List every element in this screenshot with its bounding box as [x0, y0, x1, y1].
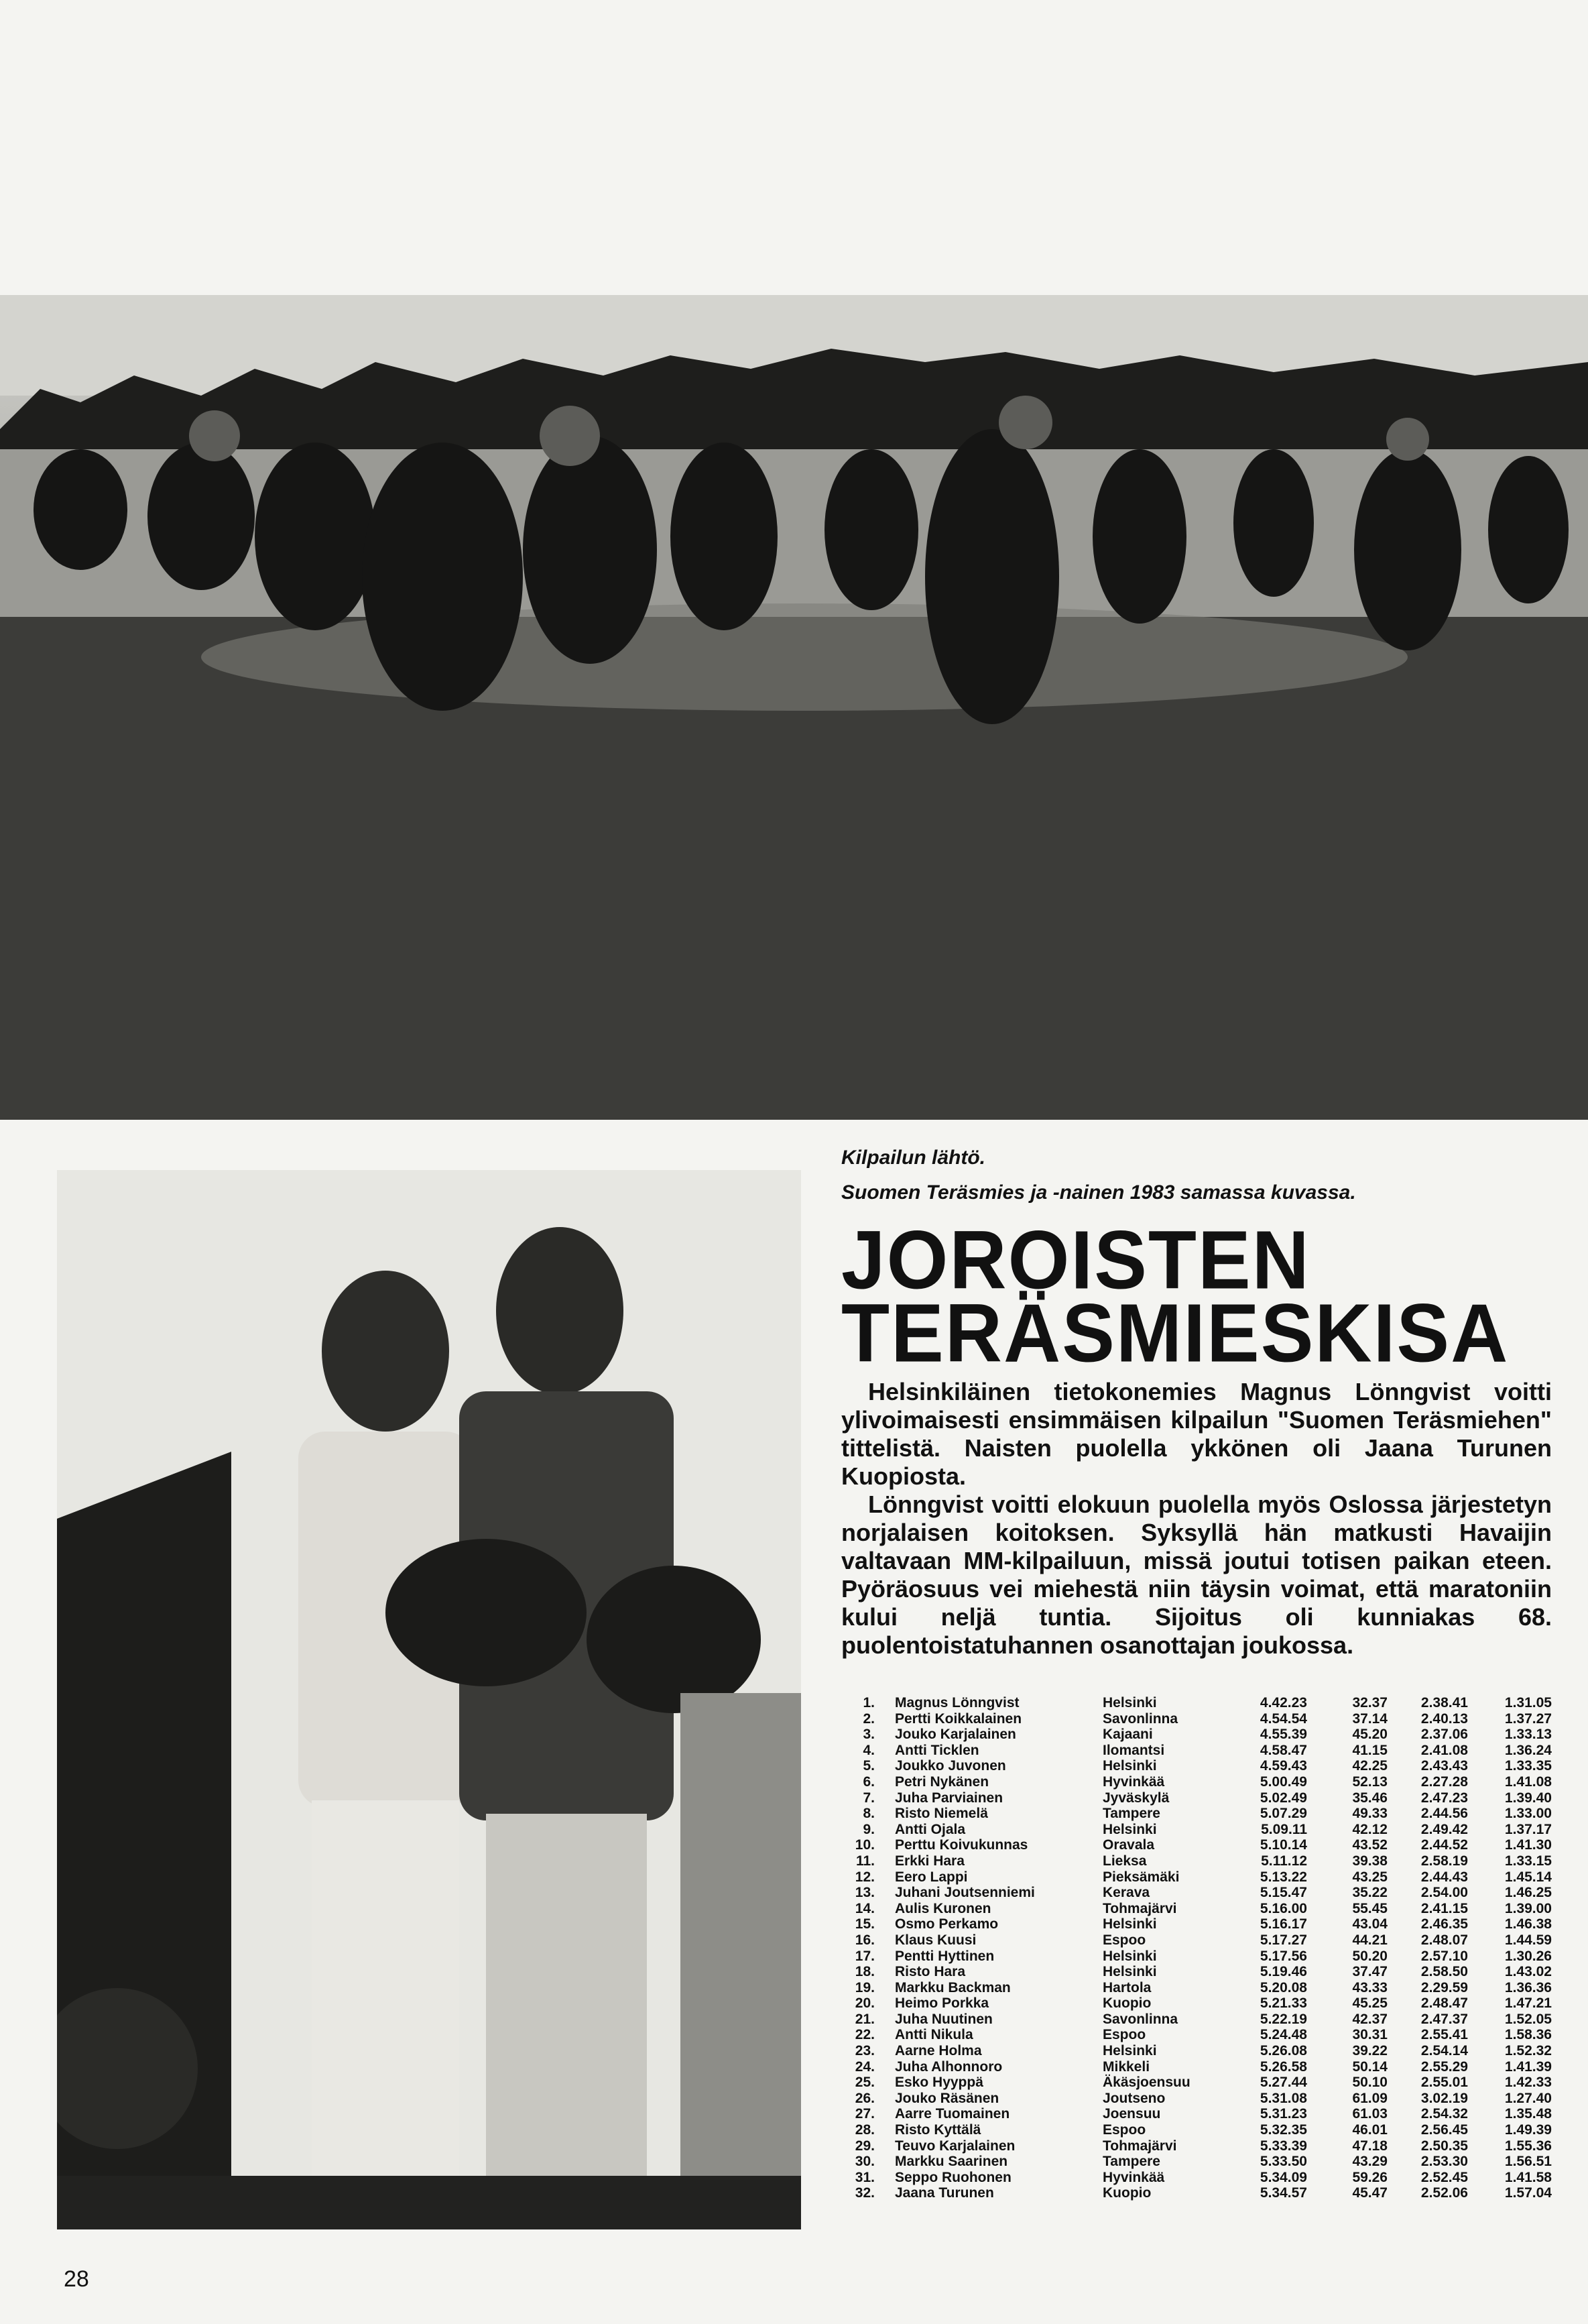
result-town: Tampere [1103, 2154, 1160, 2170]
result-t4: 1.42.33 [1504, 2075, 1552, 2091]
result-t1: 5.10.14 [1260, 1837, 1307, 1853]
result-rank: 11. [855, 1853, 875, 1869]
result-t4: 1.41.30 [1504, 1837, 1552, 1853]
result-rank: 21. [855, 2011, 875, 2027]
result-t2: 41.15 [1352, 1742, 1388, 1758]
result-t3: 2.29.59 [1420, 1979, 1468, 1995]
result-row [841, 1743, 1559, 1759]
result-t3: 2.54.00 [1420, 1885, 1468, 1901]
result-t4: 1.55.36 [1504, 2138, 1552, 2154]
result-rank: 16. [855, 1932, 875, 1948]
result-t2: 43.52 [1352, 1837, 1388, 1853]
result-town: Helsinki [1103, 1821, 1157, 1837]
result-row [841, 1885, 1559, 1901]
result-name: Markku Saarinen [895, 2154, 1008, 2170]
result-rank: 4. [863, 1742, 875, 1758]
result-town: Pieksämäki [1103, 1869, 1180, 1885]
result-t1: 5.32.35 [1260, 2122, 1307, 2138]
result-t4: 1.44.59 [1504, 1932, 1552, 1948]
result-town: Tampere [1103, 1806, 1160, 1822]
result-t1: 5.22.19 [1260, 2011, 1307, 2027]
result-rank: 8. [863, 1806, 875, 1822]
result-name: Risto Niemelä [895, 1806, 988, 1822]
result-t1: 5.26.58 [1260, 2058, 1307, 2075]
result-row [841, 1949, 1559, 1965]
result-t3: 2.52.45 [1420, 2169, 1468, 2185]
result-rank: 14. [855, 1900, 875, 1916]
result-name: Aulis Kuronen [895, 1900, 991, 1916]
result-t1: 5.17.56 [1260, 1948, 1307, 1964]
result-t3: 2.50.35 [1420, 2138, 1468, 2154]
result-row [841, 1758, 1559, 1774]
result-t1: 5.16.17 [1260, 1916, 1307, 1932]
result-t3: 2.38.41 [1420, 1695, 1468, 1710]
result-row [841, 1695, 1559, 1711]
result-name: Juha Alhonnoro [895, 2058, 1003, 2075]
result-t1: 5.16.00 [1260, 1900, 1307, 1916]
result-t4: 1.37.17 [1504, 1821, 1552, 1837]
result-t2: 45.47 [1352, 2185, 1388, 2201]
result-rank: 1. [863, 1695, 875, 1710]
result-t1: 5.24.48 [1260, 2027, 1307, 2043]
result-town: Oravala [1103, 1837, 1155, 1853]
result-town: Joutseno [1103, 2090, 1166, 2106]
result-t4: 1.52.32 [1504, 2043, 1552, 2059]
headline-line-1: JOROISTEN [841, 1214, 1310, 1307]
result-town: Joensuu [1103, 2106, 1161, 2122]
result-rank: 30. [855, 2154, 875, 2170]
result-row [841, 2154, 1559, 2170]
result-rank: 10. [855, 1837, 875, 1853]
result-t1: 5.07.29 [1260, 1806, 1307, 1822]
result-row [841, 2138, 1559, 2154]
result-rank: 22. [855, 2027, 875, 2043]
result-t3: 2.55.01 [1420, 2075, 1468, 2091]
result-t4: 1.36.24 [1504, 1742, 1552, 1758]
result-row [841, 2043, 1559, 2059]
result-t4: 1.39.40 [1504, 1790, 1552, 1806]
race-start-photo [0, 295, 1588, 1120]
photo-caption-winners: Suomen Teräsmies ja -nainen 1983 samassa kuvassa. [841, 1181, 1356, 1204]
result-name: Joukko Juvonen [895, 1758, 1006, 1774]
result-t2: 42.12 [1352, 1821, 1388, 1837]
result-t2: 39.38 [1352, 1853, 1388, 1869]
result-t3: 2.57.10 [1420, 1948, 1468, 1964]
result-town: Tohmajärvi [1103, 2138, 1177, 2154]
result-name: Eero Lappi [895, 1869, 968, 1885]
result-row [841, 1901, 1559, 1917]
article-body [841, 1378, 1552, 1660]
photo-caption-start: Kilpailun lähtö. [841, 1147, 985, 1169]
result-name: Aarre Tuomainen [895, 2106, 1010, 2122]
result-name: Markku Backman [895, 1979, 1011, 1995]
result-t4: 1.37.27 [1504, 1710, 1552, 1727]
result-t1: 4.59.43 [1260, 1758, 1307, 1774]
result-row [841, 1727, 1559, 1743]
result-t3: 2.54.14 [1420, 2043, 1468, 2059]
result-t1: 5.00.49 [1260, 1774, 1307, 1790]
result-name: Juha Parviainen [895, 1790, 1003, 1806]
result-t2: 37.47 [1352, 1964, 1388, 1980]
result-rank: 2. [863, 1710, 875, 1727]
result-t4: 1.43.02 [1504, 1964, 1552, 1980]
result-rank: 6. [863, 1774, 875, 1790]
result-rank: 15. [855, 1916, 875, 1932]
article-paragraph-2: Lönngvist voitti elokuun puolella myös Oslossa järjestetyn norjalaisen koitoksen. Syksyllä hän matkusti Havaijin valtavaan MM-kilpailuun, missä joutui totisen paikan eteen. Pyöräosuus vei miehestä niin täysin voimat, että maratoniin kului neljä tuntia. Sijoitus oli kunniakas 68. puolentoistatuhannen osanottajan joukossa. [841, 1491, 1552, 1659]
result-t2: 35.22 [1352, 1885, 1388, 1901]
result-t3: 2.41.15 [1420, 1900, 1468, 1916]
result-town: Kajaani [1103, 1727, 1153, 1743]
result-t1: 5.34.09 [1260, 2169, 1307, 2185]
result-town: Espoo [1103, 2027, 1146, 2043]
result-rank: 7. [863, 1790, 875, 1806]
result-row [841, 2170, 1559, 2186]
result-t1: 5.15.47 [1260, 1885, 1307, 1901]
result-row [841, 1995, 1559, 2012]
result-t4: 1.41.58 [1504, 2169, 1552, 2185]
result-row [841, 1806, 1559, 1822]
result-rank: 5. [863, 1758, 875, 1774]
result-town: Lieksa [1103, 1853, 1147, 1869]
result-t3: 2.44.52 [1420, 1837, 1468, 1853]
result-row [841, 1869, 1559, 1885]
result-t2: 43.25 [1352, 1869, 1388, 1885]
result-row [841, 2185, 1559, 2201]
result-t2: 37.14 [1352, 1710, 1388, 1727]
result-row [841, 2075, 1559, 2091]
result-t4: 1.27.40 [1504, 2090, 1552, 2106]
result-t1: 5.27.44 [1260, 2075, 1307, 2091]
result-t1: 5.31.08 [1260, 2090, 1307, 2106]
result-rank: 3. [863, 1727, 875, 1743]
result-t4: 1.57.04 [1504, 2185, 1552, 2201]
result-row [841, 1980, 1559, 1996]
result-name: Pentti Hyttinen [895, 1948, 995, 1964]
result-t1: 5.31.23 [1260, 2106, 1307, 2122]
result-rank: 23. [855, 2043, 875, 2059]
result-rank: 29. [855, 2138, 875, 2154]
results-table [841, 1695, 1559, 2201]
result-t4: 1.41.08 [1504, 1774, 1552, 1790]
result-t4: 1.46.38 [1504, 1916, 1552, 1932]
result-row [841, 1774, 1559, 1790]
result-t1: 5.33.39 [1260, 2138, 1307, 2154]
result-rank: 26. [855, 2090, 875, 2106]
result-rank: 18. [855, 1964, 875, 1980]
result-town: Hyvinkää [1103, 2169, 1165, 2185]
result-name: Jouko Räsänen [895, 2090, 999, 2106]
result-name: Risto Hara [895, 1964, 966, 1980]
result-name: Magnus Lönngvist [895, 1695, 1020, 1710]
result-rank: 28. [855, 2122, 875, 2138]
result-rank: 12. [855, 1869, 875, 1885]
result-t1: 5.33.50 [1260, 2154, 1307, 2170]
result-t1: 5.17.27 [1260, 1932, 1307, 1948]
result-t4: 1.33.00 [1504, 1806, 1552, 1822]
result-name: Juhani Joutsenniemi [895, 1885, 1035, 1901]
result-t4: 1.41.39 [1504, 2058, 1552, 2075]
result-town: Kerava [1103, 1885, 1150, 1901]
result-t2: 49.33 [1352, 1806, 1388, 1822]
result-t2: 50.14 [1352, 2058, 1388, 2075]
result-t4: 1.33.13 [1504, 1727, 1552, 1743]
result-t3: 2.55.41 [1420, 2027, 1468, 2043]
result-name: Antti Ojala [895, 1821, 966, 1837]
result-t3: 2.41.08 [1420, 1742, 1468, 1758]
result-t1: 4.55.39 [1260, 1727, 1307, 1743]
result-t3: 2.54.32 [1420, 2106, 1468, 2122]
result-town: Helsinki [1103, 2043, 1157, 2059]
result-t1: 5.26.08 [1260, 2043, 1307, 2059]
result-t1: 5.21.33 [1260, 1995, 1307, 2012]
result-town: Äkäsjoensuu [1103, 2075, 1190, 2091]
result-t3: 2.47.23 [1420, 1790, 1468, 1806]
result-town: Hartola [1103, 1979, 1152, 1995]
result-name: Antti Ticklen [895, 1742, 979, 1758]
result-town: Helsinki [1103, 1916, 1157, 1932]
result-row [841, 2059, 1559, 2075]
result-town: Mikkeli [1103, 2058, 1150, 2075]
result-rank: 19. [855, 1979, 875, 1995]
result-t4: 1.35.48 [1504, 2106, 1552, 2122]
result-town: Savonlinna [1103, 1710, 1178, 1727]
result-t4: 1.58.36 [1504, 2027, 1552, 2043]
result-t4: 1.39.00 [1504, 1900, 1552, 1916]
result-t3: 2.44.56 [1420, 1806, 1468, 1822]
headline-line-2: TERÄSMIESKISA [841, 1287, 1510, 1380]
result-row [841, 2027, 1559, 2043]
result-t2: 42.25 [1352, 1758, 1388, 1774]
result-t2: 50.10 [1352, 2075, 1388, 2091]
result-name: Antti Nikula [895, 2027, 973, 2043]
result-t2: 61.09 [1352, 2090, 1388, 2106]
result-t3: 2.46.35 [1420, 1916, 1468, 1932]
result-t2: 43.04 [1352, 1916, 1388, 1932]
result-t3: 2.58.50 [1420, 1964, 1468, 1980]
result-t1: 5.13.22 [1260, 1869, 1307, 1885]
result-row [841, 2091, 1559, 2107]
result-town: Ilomantsi [1103, 1742, 1165, 1758]
result-t2: 39.22 [1352, 2043, 1388, 2059]
result-name: Erkki Hara [895, 1853, 965, 1869]
headline [841, 1214, 1552, 1380]
result-name: Jaana Turunen [895, 2185, 994, 2201]
result-t2: 55.45 [1352, 1900, 1388, 1916]
result-rank: 32. [855, 2185, 875, 2201]
result-rank: 24. [855, 2058, 875, 2075]
result-t1: 5.11.12 [1261, 1853, 1307, 1869]
result-t1: 5.19.46 [1260, 1964, 1307, 1980]
result-t4: 1.49.39 [1504, 2122, 1552, 2138]
result-town: Espoo [1103, 2122, 1146, 2138]
result-t2: 44.21 [1352, 1932, 1388, 1948]
result-name: Teuvo Karjalainen [895, 2138, 1016, 2154]
result-t3: 2.40.13 [1420, 1710, 1468, 1727]
result-t1: 5.20.08 [1260, 1979, 1307, 1995]
result-town: Helsinki [1103, 1695, 1157, 1710]
result-row [841, 1916, 1559, 1932]
result-t3: 2.58.19 [1420, 1853, 1468, 1869]
result-t3: 2.48.47 [1420, 1995, 1468, 2012]
result-rank: 27. [855, 2106, 875, 2122]
result-name: Seppo Ruohonen [895, 2169, 1012, 2185]
result-town: Helsinki [1103, 1758, 1157, 1774]
result-t1: 4.54.54 [1260, 1710, 1307, 1727]
result-t1: 5.02.49 [1260, 1790, 1307, 1806]
result-t4: 1.30.26 [1504, 1948, 1552, 1964]
result-rank: 20. [855, 1995, 875, 2012]
result-t4: 1.33.15 [1504, 1853, 1552, 1869]
result-rank: 31. [855, 2169, 875, 2185]
result-t4: 1.47.21 [1504, 1995, 1552, 2012]
result-t3: 2.49.42 [1420, 1821, 1468, 1837]
result-t1: 5.09.11 [1261, 1821, 1307, 1837]
result-name: Osmo Perkamo [895, 1916, 999, 1932]
result-t2: 59.26 [1352, 2169, 1388, 2185]
result-name: Pertti Koikkalainen [895, 1710, 1022, 1727]
result-rank: 13. [855, 1885, 875, 1901]
article-paragraph-1: Helsinkiläinen tietokonemies Magnus Lönngvist voitti ylivoimaisesti ensimmäisen kilpailun "Suomen Teräsmiehen" tittelistä. Naisten puolella ykkönen oli Jaana Turunen Kuopiosta. [841, 1378, 1552, 1490]
result-row [841, 1837, 1559, 1853]
result-t2: 43.29 [1352, 2154, 1388, 2170]
result-t3: 2.27.28 [1420, 1774, 1468, 1790]
winners-photo [57, 1170, 801, 2229]
result-name: Esko Hyyppä [895, 2075, 983, 2091]
result-t3: 2.44.43 [1420, 1869, 1468, 1885]
result-rank: 17. [855, 1948, 875, 1964]
result-t3: 2.56.45 [1420, 2122, 1468, 2138]
result-t1: 4.58.47 [1260, 1742, 1307, 1758]
result-town: Tohmajärvi [1103, 1900, 1177, 1916]
result-row [841, 1932, 1559, 1949]
result-t3: 2.53.30 [1420, 2154, 1468, 2170]
result-name: Jouko Karjalainen [895, 1727, 1016, 1743]
result-t2: 45.20 [1352, 1727, 1388, 1743]
result-t2: 47.18 [1352, 2138, 1388, 2154]
result-town: Kuopio [1103, 1995, 1152, 2012]
result-t4: 1.45.14 [1504, 1869, 1552, 1885]
result-name: Risto Kyttälä [895, 2122, 981, 2138]
result-row [841, 1964, 1559, 1980]
result-t2: 42.37 [1352, 2011, 1388, 2027]
result-name: Klaus Kuusi [895, 1932, 977, 1948]
result-name: Aarne Holma [895, 2043, 982, 2059]
result-t2: 35.46 [1352, 1790, 1388, 1806]
result-row [841, 1790, 1559, 1806]
result-t2: 32.37 [1352, 1695, 1388, 1710]
result-town: Hyvinkää [1103, 1774, 1165, 1790]
result-t2: 43.33 [1352, 1979, 1388, 1995]
result-row [841, 2012, 1559, 2028]
result-t2: 50.20 [1352, 1948, 1388, 1964]
result-t3: 2.55.29 [1420, 2058, 1468, 2075]
result-t2: 61.03 [1352, 2106, 1388, 2122]
result-town: Helsinki [1103, 1948, 1157, 1964]
result-town: Espoo [1103, 1932, 1146, 1948]
result-t3: 2.52.06 [1420, 2185, 1468, 2201]
result-t3: 2.47.37 [1420, 2011, 1468, 2027]
result-t2: 52.13 [1352, 1774, 1388, 1790]
result-town: Kuopio [1103, 2185, 1152, 2201]
result-town: Helsinki [1103, 1964, 1157, 1980]
result-t3: 2.37.06 [1420, 1727, 1468, 1743]
result-t4: 1.46.25 [1504, 1885, 1552, 1901]
result-name: Heimo Porkka [895, 1995, 989, 2012]
result-rank: 9. [863, 1821, 875, 1837]
result-t4: 1.36.36 [1504, 1979, 1552, 1995]
result-row [841, 1711, 1559, 1727]
result-row [841, 2106, 1559, 2122]
result-t1: 5.34.57 [1260, 2185, 1307, 2201]
result-t3: 2.43.43 [1420, 1758, 1468, 1774]
result-row [841, 2122, 1559, 2138]
result-t3: 3.02.19 [1420, 2090, 1468, 2106]
result-row [841, 1822, 1559, 1838]
result-name: Perttu Koivukunnas [895, 1837, 1028, 1853]
result-rank: 25. [855, 2075, 875, 2091]
result-t2: 30.31 [1352, 2027, 1388, 2043]
result-t3: 2.48.07 [1420, 1932, 1468, 1948]
result-name: Juha Nuutinen [895, 2011, 993, 2027]
result-name: Petri Nykänen [895, 1774, 989, 1790]
result-t4: 1.33.35 [1504, 1758, 1552, 1774]
result-t2: 45.25 [1352, 1995, 1388, 2012]
result-town: Jyväskylä [1103, 1790, 1170, 1806]
page-number: 28 [64, 2266, 89, 2292]
result-t4: 1.56.51 [1504, 2154, 1552, 2170]
result-t4: 1.52.05 [1504, 2011, 1552, 2027]
result-town: Savonlinna [1103, 2011, 1178, 2027]
result-t2: 46.01 [1352, 2122, 1388, 2138]
result-row [841, 1853, 1559, 1869]
result-t4: 1.31.05 [1504, 1695, 1552, 1710]
winners-illustration [57, 1170, 801, 2229]
result-t1: 4.42.23 [1260, 1695, 1307, 1710]
race-start-illustration [0, 295, 1588, 1120]
